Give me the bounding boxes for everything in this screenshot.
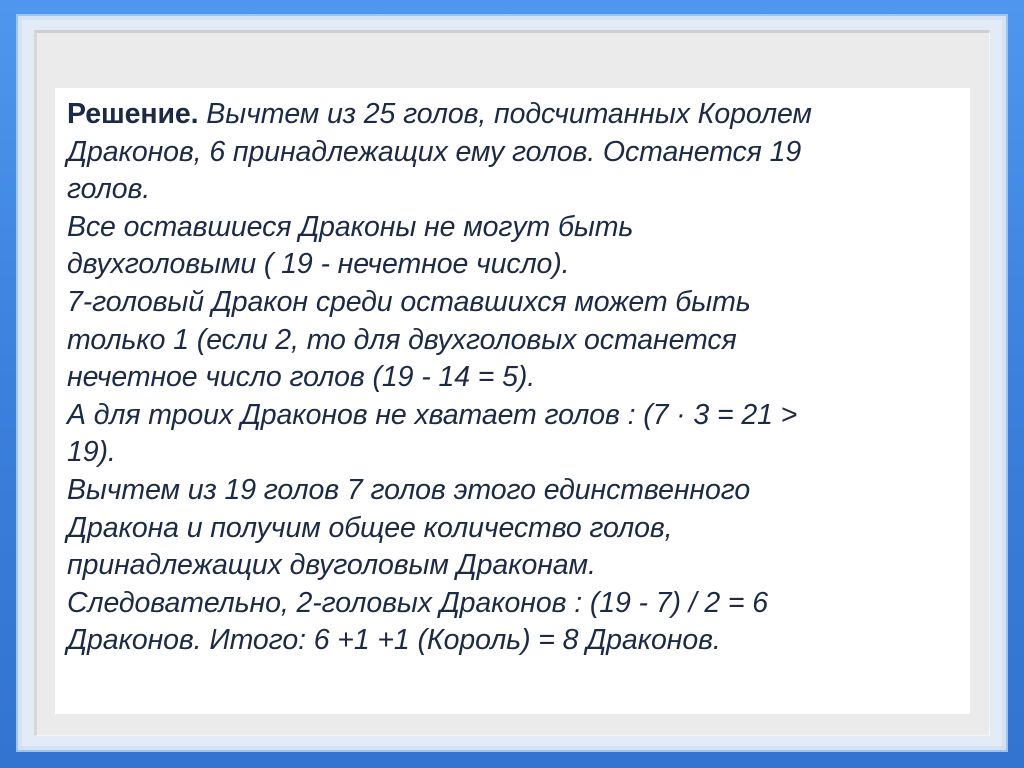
text-line-10: 19). (67, 436, 116, 469)
text-line-3: голов. (67, 173, 151, 206)
text-line-7: только 1 (если 2, то для двухголовых останется (67, 323, 737, 356)
text-line-4: Все оставшиеся Драконы не могут быть (67, 210, 634, 243)
text-line-8: нечетное число голов (19 - 14 = 5). (67, 361, 536, 394)
content-box (55, 88, 970, 714)
text-line-13: принадлежащих двуголовым Драконам. (67, 549, 596, 582)
solution-label: Решение. (67, 98, 199, 130)
text-line-6: 7-головый Дракон среди оставшихся может быть (67, 285, 751, 318)
text-line-15: Драконов. Итого: 6 +1 +1 (Король) = 8 Драконов. (67, 624, 721, 657)
solution-text (67, 96, 962, 660)
text-line-14: Следовательно, 2-головых Драконов : (19 - 7) / 2 = 6 (67, 586, 769, 619)
text-line-12: Дракона и получим общее количество голов, (67, 511, 673, 544)
text-line-5: двухголовыми ( 19 - нечетное число). (67, 248, 570, 281)
text-line-2: Драконов, 6 принадлежащих ему голов. Останется 19 (67, 135, 802, 168)
text-line-1 (67, 96, 962, 134)
text-line-9: А для троих Драконов не хватает голов : (7 · 3 = 21 > (67, 398, 798, 431)
text-line-11: Вычтем из 19 голов 7 голов этого единственного (67, 473, 751, 506)
text-line-1-body: Вычтем из 25 голов, подсчитанных Королем (206, 98, 812, 130)
